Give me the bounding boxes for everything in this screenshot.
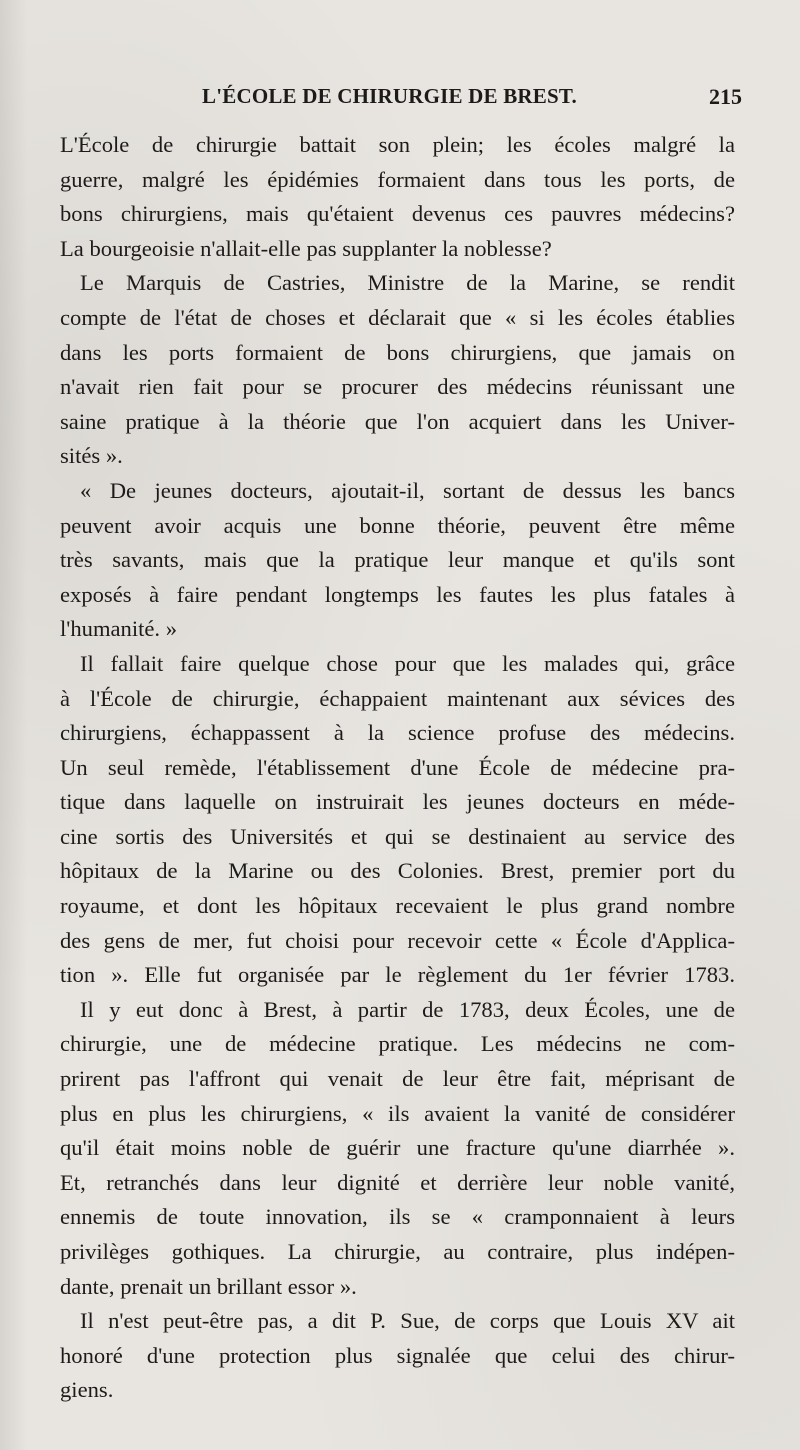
text-line: très savants, mais que la pratique leur manque et qu'ils sont [60,547,735,573]
text-line: exposés à faire pendant longtemps les fautes les plus fatales à [60,581,735,607]
text-line: tique dans laquelle on instruirait les jeunes docteurs en méde- [60,789,735,815]
text-line: Un seul remède, l'établissement d'une École de médecine pra- [60,754,735,780]
text-line: Le Marquis de Castries, Ministre de la Marine, se rendit [80,270,735,296]
text-line: chirurgie, une de médecine pratique. Les médecins ne com- [60,1031,735,1057]
text-line: prirent pas l'affront qui venait de leur être fait, méprisant de [60,1066,735,1092]
text-line: saine pratique à la théorie que l'on acquiert dans les Univer- [60,408,735,434]
text-line: royaume, et dont les hôpitaux recevaient le plus grand nombre [60,893,735,919]
text-line: Il n'est peut-être pas, a dit P. Sue, de corps que Louis XV ait [80,1308,735,1334]
text-line: L'École de chirurgie battait son plein; les écoles malgré la [60,132,735,157]
text-line: Il fallait faire quelque chose pour que les malades qui, grâce [80,650,735,676]
text-line: guerre, malgré les épidémies formaient dans tous les ports, de [60,166,735,192]
text-line: dante, prenait un brillant essor ». [60,1273,357,1299]
text-line: cine sortis des Universités et qui se destinaient au service des [60,823,735,849]
text-line: dans les ports formaient de bons chirurgiens, que jamais on [60,339,735,365]
text-line: hôpitaux de la Marine ou des Colonies. Brest, premier port du [60,858,735,884]
page-number: 215 [709,84,742,109]
page-header [60,84,742,118]
text-line: qu'il était moins noble de guérir une fracture qu'une diarrhée ». [60,1135,735,1161]
text-line: chirurgiens, échappassent à la science profuse des médecins. [60,720,735,746]
text-line: sités ». [60,443,123,469]
body-text [60,128,735,1408]
text-line: des gens de mer, fut choisi pour recevoir cette « École d'Applica- [60,927,735,953]
text-line: plus en plus les chirurgiens, « ils avaient la vanité de considérer [60,1100,735,1126]
text-line: tion ». Elle fut organisée par le règlement du 1er février 1783. [60,962,735,988]
text-line: Et, retranchés dans leur dignité et derrière leur noble vanité, [60,1169,735,1195]
text-line: Il y eut donc à Brest, à partir de 1783, deux Écoles, une de [80,996,735,1022]
text-line: privilèges gothiques. La chirurgie, au contraire, plus indépen- [60,1239,735,1264]
text-line: honoré d'une protection plus signalée que celui des chirur- [60,1342,735,1368]
text-line: peuvent avoir acquis une bonne théorie, peuvent être même [60,512,735,538]
running-title: L'ÉCOLE DE CHIRURGIE DE BREST. [202,84,577,108]
text-line: ennemis de toute innovation, ils se « cramponnaient à leurs [60,1204,735,1230]
text-line: compte de l'état de choses et déclarait que « si les écoles établies [60,304,735,330]
text-line: La bourgeoisie n'allait-elle pas supplanter la noblesse? [60,235,552,261]
text-line: « De jeunes docteurs, ajoutait-il, sortant de dessus les bancs [80,477,735,503]
text-line: bons chirurgiens, mais qu'étaient devenus ces pauvres médecins? [60,201,735,227]
text-line: n'avait rien fait pour se procurer des médecins réunissant une [60,374,735,400]
text-line: giens. [60,1377,114,1403]
text-line: à l'École de chirurgie, échappaient maintenant aux sévices des [60,685,735,711]
text-line: l'humanité. » [60,616,178,642]
